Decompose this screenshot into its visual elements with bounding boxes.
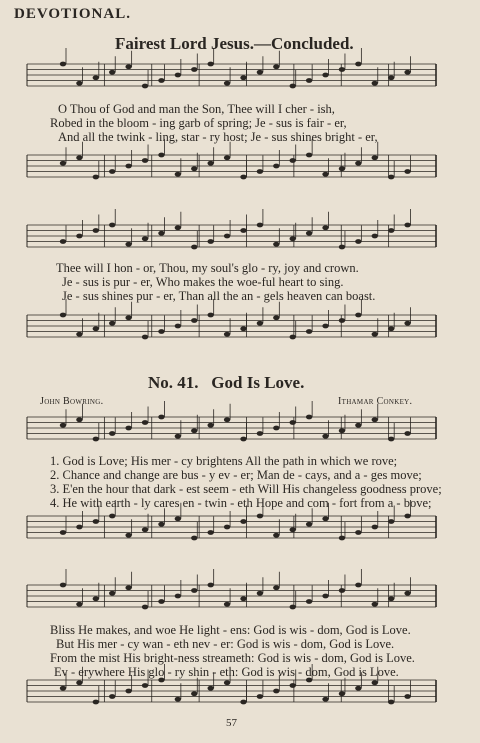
note-head <box>224 417 230 422</box>
lyric-line: Ev - erywhere His glo - ry shin - eth: God is wis - dom, God is Love. <box>54 665 399 679</box>
note-head <box>60 686 66 691</box>
note-head <box>240 519 246 524</box>
lyric-line: Bliss He makes, and woe He light - ens: God is wis - dom, God is Love. <box>50 623 411 637</box>
note-head <box>224 155 230 160</box>
note-head <box>372 81 378 86</box>
section-heading: DEVOTIONAL. <box>14 6 131 22</box>
note-head <box>158 329 164 334</box>
note-head <box>158 78 164 83</box>
note-head <box>224 81 230 86</box>
note-head <box>388 519 394 524</box>
note-head <box>355 583 361 588</box>
note-head <box>404 223 410 228</box>
note-head <box>355 530 361 535</box>
note-head <box>339 166 345 171</box>
note-head <box>191 318 197 323</box>
note-head <box>76 332 82 337</box>
lyric-line: Je - sus shines pur - er, Than all the an - gels heaven can boast. <box>62 289 376 303</box>
note-head <box>372 602 378 607</box>
lyric-line: Je - sus is pur - er, Who makes the woe-ful heart to sing. <box>62 275 344 289</box>
note-head <box>175 697 181 702</box>
note-head <box>322 225 328 230</box>
hymn-number: No. 41. <box>148 373 199 392</box>
lyric-line: 3. E'en the hour that dark - est seem - eth Will His changeless goodness prove; <box>50 482 442 496</box>
note-head <box>257 70 263 75</box>
note-head <box>142 84 148 89</box>
note-head <box>93 228 99 233</box>
note-head <box>109 591 115 596</box>
note-head <box>273 533 279 538</box>
lyric-line: But His mer - cy wan - eth nev - er: God is wis - dom, God is Love. <box>56 637 395 651</box>
note-head <box>158 231 164 236</box>
author-credit: John Bowring. <box>40 396 104 407</box>
note-head <box>339 536 345 541</box>
note-head <box>93 326 99 331</box>
lyric-line: Thee will I hon - or, Thou, my soul's glo - ry, joy and crown. <box>56 261 359 275</box>
note-head <box>273 315 279 320</box>
note-head <box>76 234 82 239</box>
note-head <box>306 329 312 334</box>
note-head <box>240 228 246 233</box>
note-head <box>142 158 148 163</box>
note-head <box>273 164 279 169</box>
note-head <box>404 514 410 519</box>
note-head <box>191 245 197 250</box>
note-head <box>339 428 345 433</box>
note-head <box>322 324 328 329</box>
note-head <box>60 530 66 535</box>
note-head <box>322 172 328 177</box>
note-head <box>257 169 263 174</box>
note-head <box>142 420 148 425</box>
lyric-line: 4. He with earth - ly cares en - twin - eth Hope and com - fort from a - bove; <box>50 496 432 510</box>
note-head <box>60 423 66 428</box>
note-head <box>207 161 213 166</box>
page-number: 57 <box>226 717 237 729</box>
note-head <box>355 313 361 318</box>
note-head <box>404 321 410 326</box>
note-head <box>125 585 131 590</box>
note-head <box>175 434 181 439</box>
note-head <box>322 434 328 439</box>
note-head <box>175 172 181 177</box>
note-head <box>125 164 131 169</box>
note-head <box>290 84 296 89</box>
note-head <box>404 694 410 699</box>
lyric-line: O Thou of God and man the Son, Thee will I cher - ish, <box>58 102 335 116</box>
note-head <box>273 64 279 69</box>
note-head <box>207 239 213 244</box>
note-head <box>93 700 99 705</box>
note-head <box>158 522 164 527</box>
note-head <box>372 234 378 239</box>
note-head <box>60 313 66 318</box>
note-head <box>76 525 82 530</box>
note-head <box>224 234 230 239</box>
note-head <box>322 516 328 521</box>
note-head <box>273 242 279 247</box>
note-head <box>93 519 99 524</box>
note-head <box>60 161 66 166</box>
note-head <box>306 599 312 604</box>
note-head <box>175 516 181 521</box>
note-head <box>306 78 312 83</box>
note-head <box>76 680 82 685</box>
note-head <box>339 691 345 696</box>
note-head <box>306 522 312 527</box>
note-head <box>240 75 246 80</box>
note-head <box>125 533 131 538</box>
note-head <box>388 228 394 233</box>
note-head <box>388 75 394 80</box>
note-head <box>93 175 99 180</box>
note-head <box>240 175 246 180</box>
note-head <box>175 225 181 230</box>
note-head <box>191 588 197 593</box>
note-head <box>339 318 345 323</box>
note-head <box>355 239 361 244</box>
note-head <box>109 223 115 228</box>
note-head <box>404 591 410 596</box>
composer-credit: Ithamar Conkey. <box>338 396 413 407</box>
note-head <box>175 594 181 599</box>
note-head <box>322 594 328 599</box>
note-head <box>125 426 131 431</box>
note-head <box>109 514 115 519</box>
note-head <box>175 324 181 329</box>
note-head <box>372 680 378 685</box>
note-head <box>257 514 263 519</box>
hymn-title-concluded: Fairest Lord Jesus.—Concluded. <box>115 34 354 53</box>
note-head <box>240 596 246 601</box>
note-head <box>273 585 279 590</box>
note-head <box>290 605 296 610</box>
note-head <box>191 536 197 541</box>
note-head <box>142 236 148 241</box>
note-head <box>224 680 230 685</box>
note-head <box>207 62 213 67</box>
note-head <box>125 242 131 247</box>
note-head <box>273 689 279 694</box>
note-head <box>93 75 99 80</box>
hymn-title: God Is Love. <box>211 373 305 392</box>
note-head <box>322 697 328 702</box>
note-head <box>290 683 296 688</box>
note-head <box>125 689 131 694</box>
note-head <box>306 415 312 420</box>
note-head <box>224 602 230 607</box>
note-head <box>125 64 131 69</box>
note-head <box>339 245 345 250</box>
note-head <box>224 332 230 337</box>
note-head <box>257 591 263 596</box>
note-head <box>158 599 164 604</box>
note-head <box>355 161 361 166</box>
note-head <box>257 223 263 228</box>
note-head <box>207 686 213 691</box>
note-head <box>290 527 296 532</box>
note-head <box>388 596 394 601</box>
note-head <box>257 321 263 326</box>
note-head <box>142 527 148 532</box>
note-head <box>191 691 197 696</box>
note-head <box>109 431 115 436</box>
note-head <box>273 426 279 431</box>
note-head <box>388 175 394 180</box>
note-head <box>191 166 197 171</box>
note-head <box>109 321 115 326</box>
note-head <box>207 423 213 428</box>
note-head <box>290 335 296 340</box>
note-head <box>404 169 410 174</box>
hymn-number-and-title <box>148 373 304 393</box>
note-head <box>158 153 164 158</box>
note-head <box>290 236 296 241</box>
note-head <box>306 231 312 236</box>
note-head <box>109 169 115 174</box>
note-head <box>207 530 213 535</box>
note-head <box>224 525 230 530</box>
note-head <box>142 683 148 688</box>
note-head <box>372 332 378 337</box>
note-head <box>109 694 115 699</box>
note-head <box>142 335 148 340</box>
lyric-line: Robed in the bloom - ing garb of spring; Je - sus is fair - er, <box>50 116 347 130</box>
note-head <box>290 420 296 425</box>
note-head <box>306 153 312 158</box>
note-head <box>142 605 148 610</box>
note-head <box>93 596 99 601</box>
note-head <box>76 81 82 86</box>
note-head <box>175 73 181 78</box>
note-head <box>388 326 394 331</box>
note-head <box>355 686 361 691</box>
note-head <box>290 158 296 163</box>
note-head <box>76 155 82 160</box>
note-head <box>322 73 328 78</box>
note-head <box>207 313 213 318</box>
note-head <box>93 437 99 442</box>
note-head <box>60 62 66 67</box>
note-head <box>76 602 82 607</box>
note-head <box>339 588 345 593</box>
note-head <box>404 70 410 75</box>
note-head <box>207 583 213 588</box>
note-head <box>158 415 164 420</box>
note-head <box>109 70 115 75</box>
lyric-line: And all the twink - ling, star - ry host; Je - sus shines bright - er, <box>58 130 378 144</box>
note-head <box>125 315 131 320</box>
note-head <box>404 431 410 436</box>
note-head <box>240 700 246 705</box>
note-head <box>257 694 263 699</box>
note-head <box>388 437 394 442</box>
note-head <box>60 583 66 588</box>
note-head <box>372 155 378 160</box>
note-head <box>60 239 66 244</box>
note-head <box>240 437 246 442</box>
lyric-line: From the mist His bright-ness streameth: God is wis - dom, God is Love. <box>50 651 415 665</box>
lyric-line: 1. God is Love; His mer - cy brightens All the path in which we rove; <box>50 454 398 468</box>
note-head <box>257 431 263 436</box>
note-head <box>76 417 82 422</box>
note-head <box>339 67 345 72</box>
note-head <box>355 423 361 428</box>
note-head <box>372 525 378 530</box>
note-head <box>191 428 197 433</box>
note-head <box>388 700 394 705</box>
note-head <box>355 62 361 67</box>
note-head <box>191 67 197 72</box>
note-head <box>372 417 378 422</box>
note-head <box>240 326 246 331</box>
lyric-line: 2. Chance and change are bus - y ev - er; Man de - cays, and a - ges move; <box>50 468 422 482</box>
